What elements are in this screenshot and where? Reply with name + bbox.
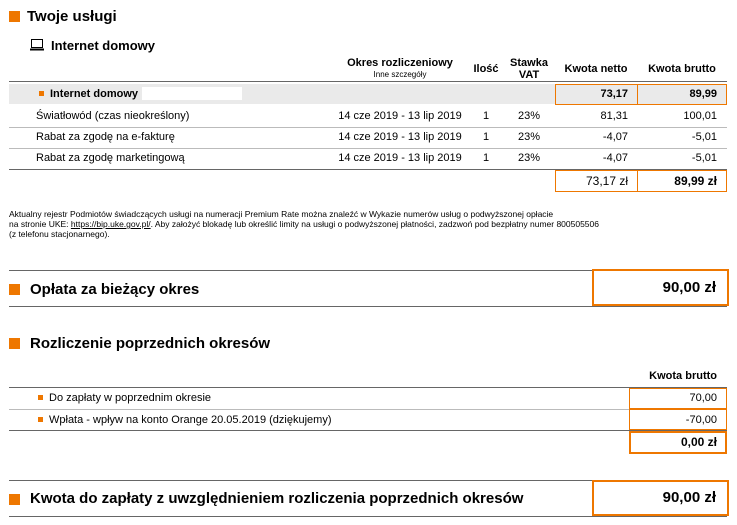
previous-row-amount: 70,00	[689, 392, 717, 404]
group-gross: 89,99	[689, 88, 717, 100]
col-period-sub: Inne szczegóły	[373, 70, 427, 79]
divider	[9, 387, 727, 388]
bullet	[38, 417, 43, 422]
row-name: Rabat za zgodę na e-fakturę	[36, 131, 175, 143]
total-net: 73,17 zł	[585, 174, 628, 188]
redacted-field	[142, 87, 242, 100]
row-name: Światłowód (czas nieokreślony)	[36, 110, 190, 122]
row-divider	[9, 409, 727, 410]
table-bottom	[9, 430, 727, 431]
row-qty: 1	[482, 152, 490, 164]
bullet	[39, 91, 44, 96]
previous-row-label: Do zapłaty w poprzednim okresie	[49, 392, 212, 404]
monitor-icon	[30, 38, 44, 50]
section-marker	[9, 11, 20, 22]
row-period: 14 cze 2019 - 13 lip 2019	[338, 131, 462, 143]
row-gross: -5,01	[691, 131, 717, 143]
previous-row-amount: -70,00	[685, 414, 717, 426]
previous-col-gross: Kwota brutto	[649, 370, 717, 382]
premium-rate-note: Aktualny rejestr Podmiotów świadczących usługi na numeracji Premium Rate można znaleźć w Wykazie numerów usług o podwyższonej opłacie na stronie UKE: https://bip.uke.gov.pl/. Aby założyć blokadę lub określić limity na usługi o podwyższonej płatności, zadzwoń pod bezpłatny numer 800505506 (z telefonu stacjonarnego).	[9, 209, 599, 239]
current-label: Opłata za bieżący okres	[30, 281, 200, 298]
section-marker	[9, 494, 20, 505]
group-name: Internet domowy	[50, 88, 139, 100]
table-row	[0, 106, 737, 128]
divider	[9, 516, 727, 517]
col-vat: Stawka VAT	[510, 57, 548, 81]
uke-link[interactable]: https://bip.uke.gov.pl/	[70, 219, 151, 229]
total-gross: 89,99 zł	[674, 174, 717, 188]
row-gross: 100,01	[683, 110, 717, 122]
table-row	[0, 127, 737, 149]
row-name: Rabat za zgodę marketingową	[36, 152, 185, 164]
previous-title: Rozliczenie poprzednich okresów	[30, 335, 271, 352]
previous-total: 0,00 zł	[680, 435, 717, 449]
previous-row-label: Wpłata - wpływ na konto Orange 20.05.2019 (dziękujemy)	[49, 414, 332, 426]
row-net: -4,07	[602, 152, 628, 164]
row-qty: 1	[482, 110, 490, 122]
row-net: -4,07	[602, 131, 628, 143]
col-gross: Kwota brutto	[648, 63, 716, 75]
final-amount: 90,00 zł	[662, 489, 716, 506]
row-vat: 23%	[517, 110, 541, 122]
divider	[9, 306, 727, 307]
row-vat: 23%	[517, 152, 541, 164]
table-row	[0, 148, 737, 170]
divider	[9, 81, 727, 82]
service-subtitle: Internet domowy	[51, 38, 156, 53]
row-period: 14 cze 2019 - 13 lip 2019	[338, 110, 462, 122]
row-gross: -5,01	[691, 152, 717, 164]
row-net: 81,31	[600, 110, 628, 122]
section-marker	[9, 338, 20, 349]
col-qty: Ilość	[473, 63, 499, 75]
group-net: 73,17	[600, 88, 628, 100]
col-period: Okres rozliczeniowy Inne szczegóły	[330, 57, 470, 81]
col-net: Kwota netto	[564, 63, 628, 75]
row-vat: 23%	[517, 131, 541, 143]
bullet	[38, 395, 43, 400]
row-period: 14 cze 2019 - 13 lip 2019	[338, 152, 462, 164]
services-title: Twoje usługi	[27, 8, 117, 25]
final-label: Kwota do zapłaty z uwzględnieniem rozliczenia poprzednich okresów	[30, 490, 524, 507]
current-amount: 90,00 zł	[662, 279, 716, 296]
section-marker	[9, 284, 20, 295]
row-qty: 1	[482, 131, 490, 143]
